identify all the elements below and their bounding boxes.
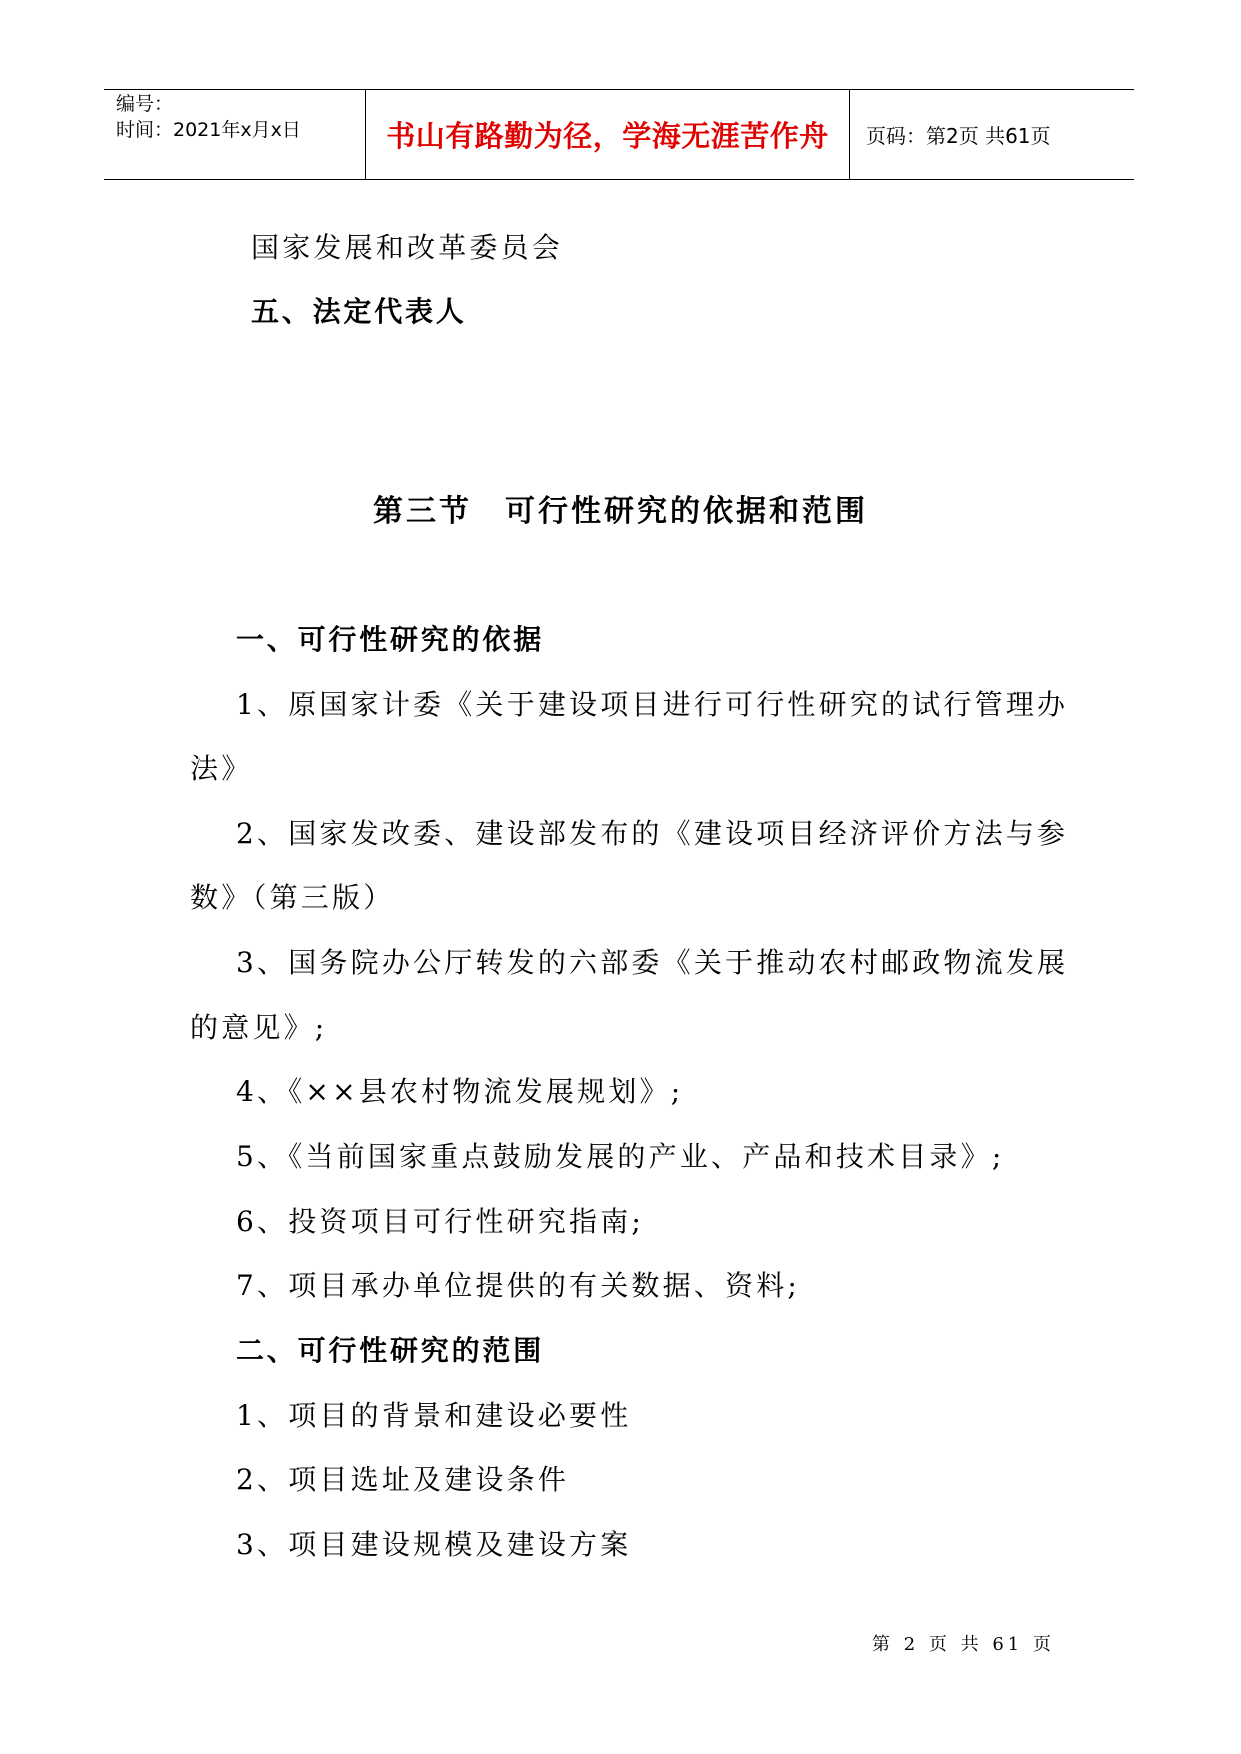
- scope-heading: 二、可行性研究的范围: [236, 1334, 545, 1367]
- heading-legal-representative: 五、法定代表人: [251, 295, 467, 328]
- header-motto-cell: [366, 90, 850, 179]
- basis-item: 6、投资项目可行性研究指南;: [236, 1205, 645, 1238]
- basis-item-cont: 的意见》;: [190, 1011, 328, 1044]
- basis-item: 4、《××县农村物流发展规划》;: [236, 1075, 684, 1108]
- basis-item: 7、项目承办单位提供的有关数据、资料;: [236, 1269, 801, 1302]
- basis-item-cont: 法》: [190, 752, 253, 785]
- section-title: 第三节 可行性研究的依据和范围: [373, 494, 868, 529]
- basis-item-cont: 数》（第三版）: [190, 881, 395, 914]
- number-label: 编号：: [116, 93, 174, 115]
- basis-item: 3、国务院办公厅转发的六部委《关于推动农村邮政物流发展: [236, 946, 1069, 979]
- header-page-cell: [850, 90, 1134, 179]
- basis-item: 1、原国家计委《关于建设项目进行可行性研究的试行管理办: [236, 688, 1069, 721]
- scope-item: 1、项目的背景和建设必要性: [236, 1399, 632, 1432]
- motto-text: 书山有路勤为径，学海无涯苦作舟: [386, 119, 829, 153]
- scope-item: 2、项目选址及建设条件: [236, 1463, 570, 1496]
- scope-item: 3、项目建设规模及建设方案: [236, 1528, 632, 1561]
- page-header: [104, 89, 1134, 180]
- basis-item: 5、《当前国家重点鼓励发展的产业、产品和技术目录》;: [236, 1140, 1005, 1173]
- page-info: 页码：第2页 共61页: [866, 124, 1051, 148]
- basis-item: 2、国家发改委、建设部发布的《建设项目经济评价方法与参: [236, 817, 1069, 850]
- page-footer: 第 2 页 共 61 页: [872, 1634, 1055, 1655]
- header-meta-cell: [104, 90, 366, 179]
- org-line: 国家发展和改革委员会: [251, 231, 564, 264]
- time-label: 时间：2021年x月x日: [116, 119, 301, 141]
- basis-heading: 一、可行性研究的依据: [236, 623, 545, 656]
